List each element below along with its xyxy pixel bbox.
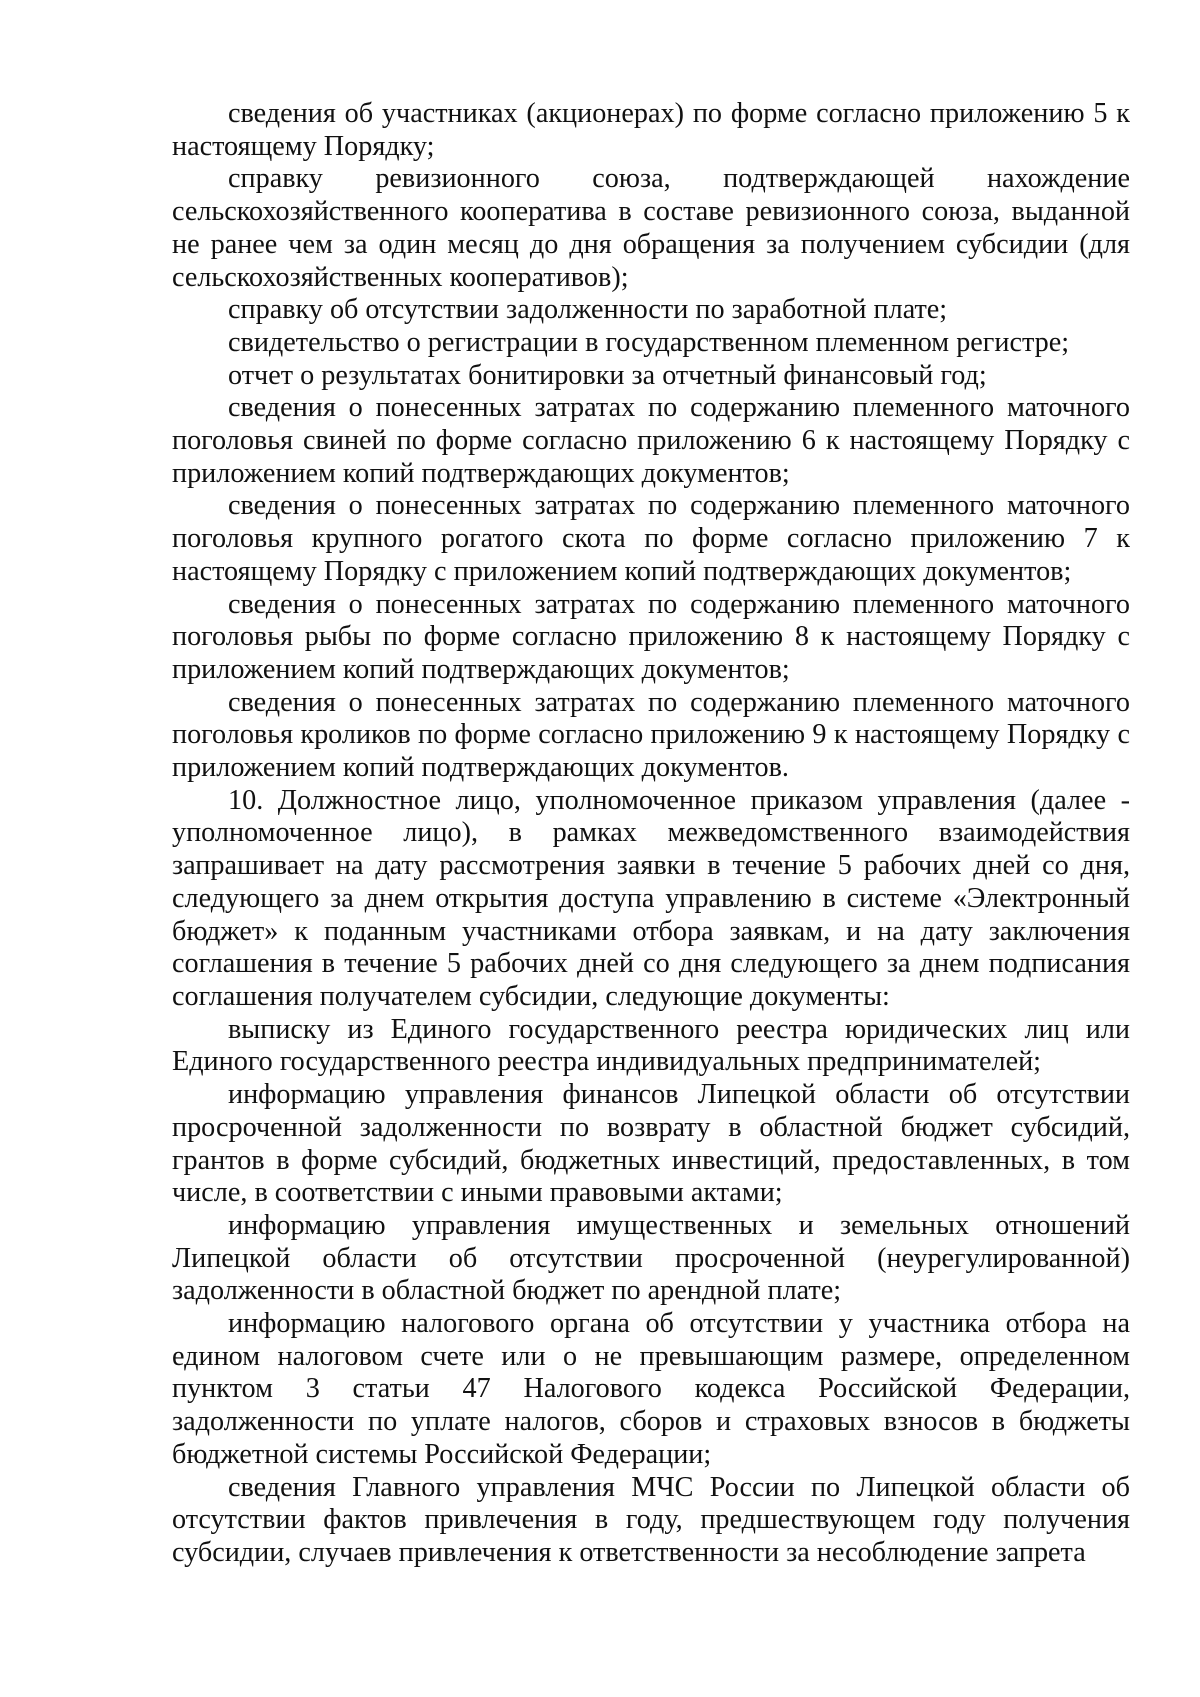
paragraph-emergency-ministry-info: сведения Главного управления МЧС России по Липецкой области об отсутствии фактов привлечения в году, предшествующем году получения субсидии, случаев привлечения к ответственности за несоблюдение запрета: [172, 1471, 1130, 1568]
paragraph-breeding-register-certificate: свидетельство о регистрации в государственном племенном регистре;: [228, 326, 1070, 358]
document-page: [172, 98, 1130, 1570]
paragraph-shareholders-info: сведения об участниках (акционерах) по форме согласно приложению 5 к настоящему Порядку;: [172, 98, 1130, 162]
paragraph-appraisal-report: отчет о результатах бонитировки за отчетный финансовый год;: [228, 359, 987, 391]
paragraph-clause-10: 10. Должностное лицо, уполномоченное приказом управления (далее - уполномоченное лицо), в рамках межведомственного взаимодействия запрашивает на дату рассмотрения заявки в течение 5 рабочих дней со дня, следующего за днем открытия доступа управлению в системе «Электронный бюджет» к поданным участниками отбора заявкам, и на дату заключения соглашения в течение 5 рабочих дней со дня следующего за днем подписания соглашения получателем субсидии, следующие документы:: [172, 784, 1130, 1012]
paragraph-fish-costs: сведения о понесенных затратах по содержанию племенного маточного поголовья рыбы по форме согласно приложению 8 к настоящему Порядку с приложением копий подтверждающих документов;: [172, 588, 1130, 685]
paragraph-wage-debt-certificate: справку об отсутствии задолженности по заработной плате;: [228, 294, 948, 326]
paragraph-property-department-info: информацию управления имущественных и земельных отношений Липецкой области об отсутствии просроченной (неурегулированной) задолженности в областной бюджет по арендной плате;: [172, 1209, 1130, 1307]
paragraph-cattle-costs: сведения о понесенных затратах по содержанию племенного маточного поголовья крупного рогатого скота по форме согласно приложению 7 к настоящему Порядку с приложением копий подтверждающих документов;: [172, 490, 1130, 587]
paragraph-tax-authority-info: информацию налогового органа об отсутствии у участника отбора на едином налоговом счете или о не превышающим размере, определенном пунктом 3 статьи 47 Налогового кодекса Российской Федерации, задолженности по уплате налогов, сборов и страховых взносов в бюджеты бюджетной системы Российской Федерации;: [172, 1308, 1130, 1470]
paragraph-registry-extract: выписку из Единого государственного реестра юридических лиц или Единого государственного реестра индивидуальных предпринимателей;: [172, 1013, 1130, 1078]
paragraph-finance-department-info: информацию управления финансов Липецкой области об отсутствии просроченной задолженности по возврату в областной бюджет субсидий, грантов в форме субсидий, бюджетных инвестиций, предоставленных, в том числе, в соответствии с иными правовыми актами;: [172, 1079, 1130, 1209]
paragraph-rabbits-costs: сведения о понесенных затратах по содержанию племенного маточного поголовья кроликов по форме согласно приложению 9 к настоящему Порядку с приложением копий подтверждающих документов.: [172, 686, 1130, 784]
paragraph-audit-union-certificate: справку ревизионного союза, подтверждающей нахождение сельскохозяйственного кооператива в составе ревизионного союза, выданной не ранее чем за один месяц до дня обращения за получением субсидии (для сельскохозяйственных кооперативов);: [172, 163, 1130, 293]
paragraph-pigs-costs: сведения о понесенных затратах по содержанию племенного маточного поголовья свиней по форме согласно приложению 6 к настоящему Порядку с приложением копий подтверждающих документов;: [172, 392, 1130, 489]
